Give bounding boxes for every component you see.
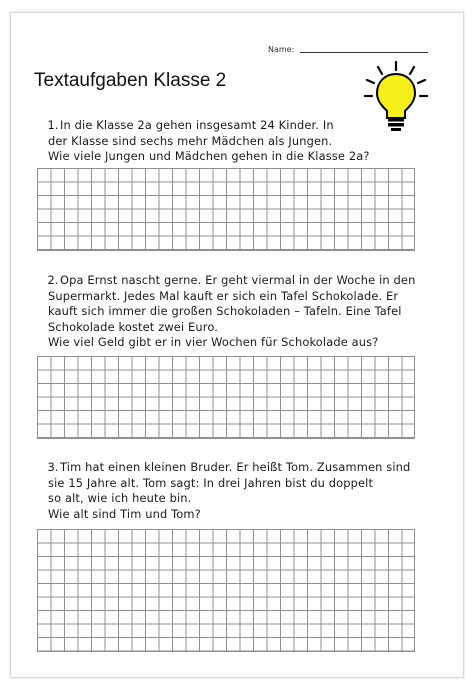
answer-grid[interactable] — [37, 356, 415, 439]
task-text-line: Supermarkt. Jedes Mal kauft er sich ein Tafel Schokolade. Er — [48, 288, 399, 303]
task-number: 1. — [47, 118, 59, 132]
task-2 — [48, 273, 418, 351]
page-title: Textaufgaben Klasse 2 — [34, 70, 227, 91]
name-write-line[interactable] — [300, 52, 428, 53]
task-text-line: Tim hat einen kleinen Bruder. Er heißt Tom. Zusammen sind — [60, 460, 411, 474]
answer-grid[interactable] — [37, 168, 415, 251]
task-text-line: In die Klasse 2a gehen insgesamt 24 Kinder. In — [60, 118, 334, 132]
task-number: 3. — [47, 460, 59, 474]
answer-grid[interactable] — [37, 529, 415, 652]
task-text-line: Wie viele Jungen und Mädchen gehen in die Klasse 2a? — [48, 149, 370, 163]
name-label: Name: — [268, 45, 295, 54]
task-text-line: der Klasse sind sechs mehr Mädchen als Jungen. — [48, 133, 333, 148]
name-field — [268, 45, 428, 54]
task-3 — [48, 460, 418, 522]
task-text-line: Wie viel Geld gibt er in vier Wochen für Schokolade aus? — [48, 335, 379, 349]
task-1 — [48, 118, 418, 165]
task-text-line: Schokolade kostet zwei Euro. — [48, 319, 219, 334]
task-text-line: kauft sich immer die großen Schokoladen – Tafeln. Eine Tafel — [48, 304, 402, 318]
task-text-line: Opa Ernst nascht gerne. Er geht viermal in der Woche in den — [60, 273, 416, 287]
task-number: 2. — [47, 273, 59, 287]
task-text-line: sie 15 Jahre alt. Tom sagt: In drei Jahren bist du doppelt — [48, 475, 374, 490]
task-text-line: so alt, wie ich heute bin. — [48, 491, 192, 505]
task-text-line: Wie alt sind Tim und Tom? — [48, 506, 201, 521]
